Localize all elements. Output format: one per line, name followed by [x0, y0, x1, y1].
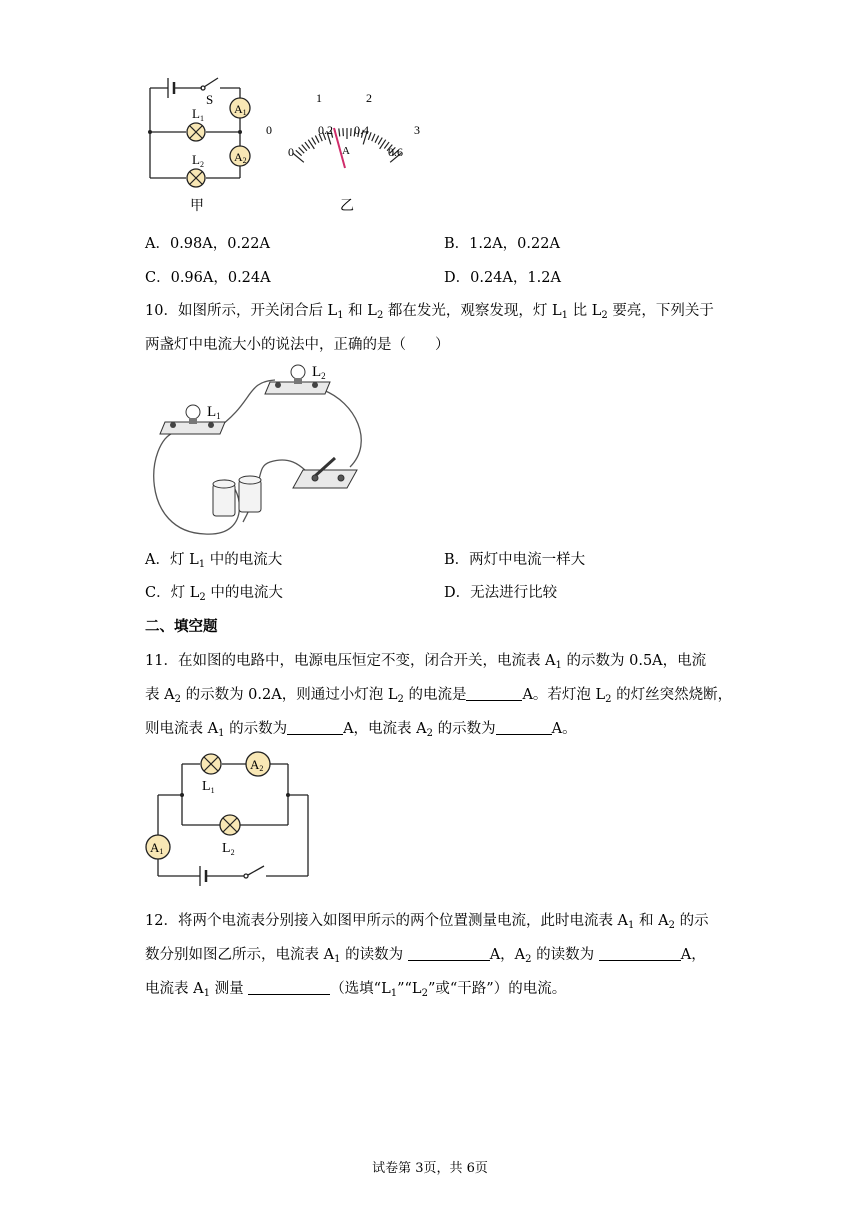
meter-tick [312, 138, 316, 145]
meter-tick [299, 147, 305, 153]
q12-stem-line1: 12．将两个电流表分别接入如图甲所示的两个位置测量电流，此时电流表 $A_1$ 和 $A_2$ 的示 [145, 913, 709, 931]
q11-stem-line2: 表 $A_2$ 的示数为 0.2A，则通过小灯泡 $L_2$ 的电流是 A。若灯泡 $L_2$ 的灯丝突然烧断， [145, 687, 733, 705]
meter-top-3: 3 [414, 123, 420, 137]
q10-circuit-photo [145, 362, 385, 540]
lamp-l1-label: $L_1$ [202, 779, 215, 795]
q12-stem-line2: 数分别如图乙所示，电流表 $A_1$ 的读数为 A，$A_2$ 的读数为 A， [145, 947, 706, 965]
meter-tick [296, 150, 302, 155]
meter-tick [378, 138, 382, 145]
meter-bottom-1: 0.2 [318, 123, 333, 137]
meter-tick [375, 136, 379, 143]
q12-stem-line3: 电流表 $A_1$ 测量 （选填“$L_1”“L_2$”或“干路”）的电流。 [145, 981, 567, 999]
figure-jia-label: 甲 [190, 199, 204, 214]
q11-blank-3[interactable] [496, 722, 552, 735]
q12-blank-2[interactable] [599, 948, 681, 961]
lamp-l2-label: $L_2$ [192, 152, 204, 169]
lamp-l2-icon [220, 815, 240, 835]
meter-unit: A [342, 145, 350, 157]
meter-tick [372, 134, 375, 141]
q10-option-d[interactable]: D．无法进行比较 [444, 585, 558, 601]
meter-tick [305, 142, 310, 148]
q11-circuit-figure [140, 748, 320, 893]
meter-bottom-2: 0.4 [354, 123, 369, 137]
q10-stem-line1: 10．如图所示，开关闭合后 $L_1$ 和 $L_2$ 都在发光，观察发现，灯 $L_1$ 比 $L_2$ 要亮，下列关于 [145, 303, 714, 321]
q9-option-c[interactable]: C．0.96A，0.24A [145, 270, 271, 286]
figure-yi-label: 乙 [340, 199, 354, 214]
ammeter-a1-label: A1 [150, 840, 164, 856]
q10-option-b[interactable]: B．两灯中电流一样大 [444, 552, 586, 568]
meter-tick [339, 128, 340, 136]
meter-bottom-0: 0 [288, 145, 294, 159]
q9-option-b[interactable]: B．1.2A，0.22A [444, 236, 560, 252]
lamp-l1-label: $L_1$ [192, 106, 204, 123]
q10-option-c[interactable]: C．灯 $L_2$ 中的电流大 [145, 585, 283, 603]
meter-top-2: 2 [366, 91, 372, 105]
q12-blank-1[interactable] [408, 948, 490, 961]
q11-blank-1[interactable] [466, 688, 522, 701]
switch-label: S [206, 92, 214, 107]
section-title-fill-in: 二、填空题 [145, 619, 218, 635]
q9-option-d[interactable]: D．0.24A，1.2A [444, 270, 561, 286]
photo-l2-label: $L_2$ [312, 364, 326, 381]
ammeter-a2-label: A2 [234, 150, 247, 165]
battery-pair-icon [213, 476, 261, 516]
meter-top-0: 0 [266, 123, 272, 137]
q11-blank-2[interactable] [287, 722, 343, 735]
q9-option-a[interactable]: A．0.98A，0.22A [145, 236, 270, 252]
meter-tick [293, 153, 304, 162]
ammeter-a2-label: A2 [250, 757, 264, 773]
meter-top-1: 1 [316, 91, 322, 105]
ammeter-a1-label: A1 [234, 102, 247, 117]
ammeter-dial-figure [262, 88, 432, 218]
q10-stem-line2: 两盏灯中电流大小的说法中，正确的是（ ） [145, 337, 450, 353]
lamp-l1-icon [187, 123, 205, 141]
q11-stem-line3: 则电流表 $A_1$ 的示数为 A，电流表 $A_2$ 的示数为 A。 [145, 721, 577, 739]
q10-option-a[interactable]: A．灯 $L_1$ 中的电流大 [145, 552, 283, 570]
page-footer: 试卷第 3页，共 6页 [372, 1161, 488, 1176]
lamp-l2-icon [187, 169, 205, 187]
lamp-l2-label: $L_2$ [222, 841, 235, 857]
q12-blank-3[interactable] [248, 982, 330, 995]
meter-tick [302, 145, 307, 151]
meter-bottom-3: 0.6 [388, 145, 403, 159]
lamp-l1-icon [201, 754, 221, 774]
photo-l1-label: $L_1$ [207, 404, 221, 421]
q11-stem-line1: 11．在如图的电路中，电源电压恒定不变，闭合开关，电流表 $A_1$ 的示数为 0.5A，电流 [145, 653, 707, 671]
knife-switch-icon [293, 458, 357, 488]
